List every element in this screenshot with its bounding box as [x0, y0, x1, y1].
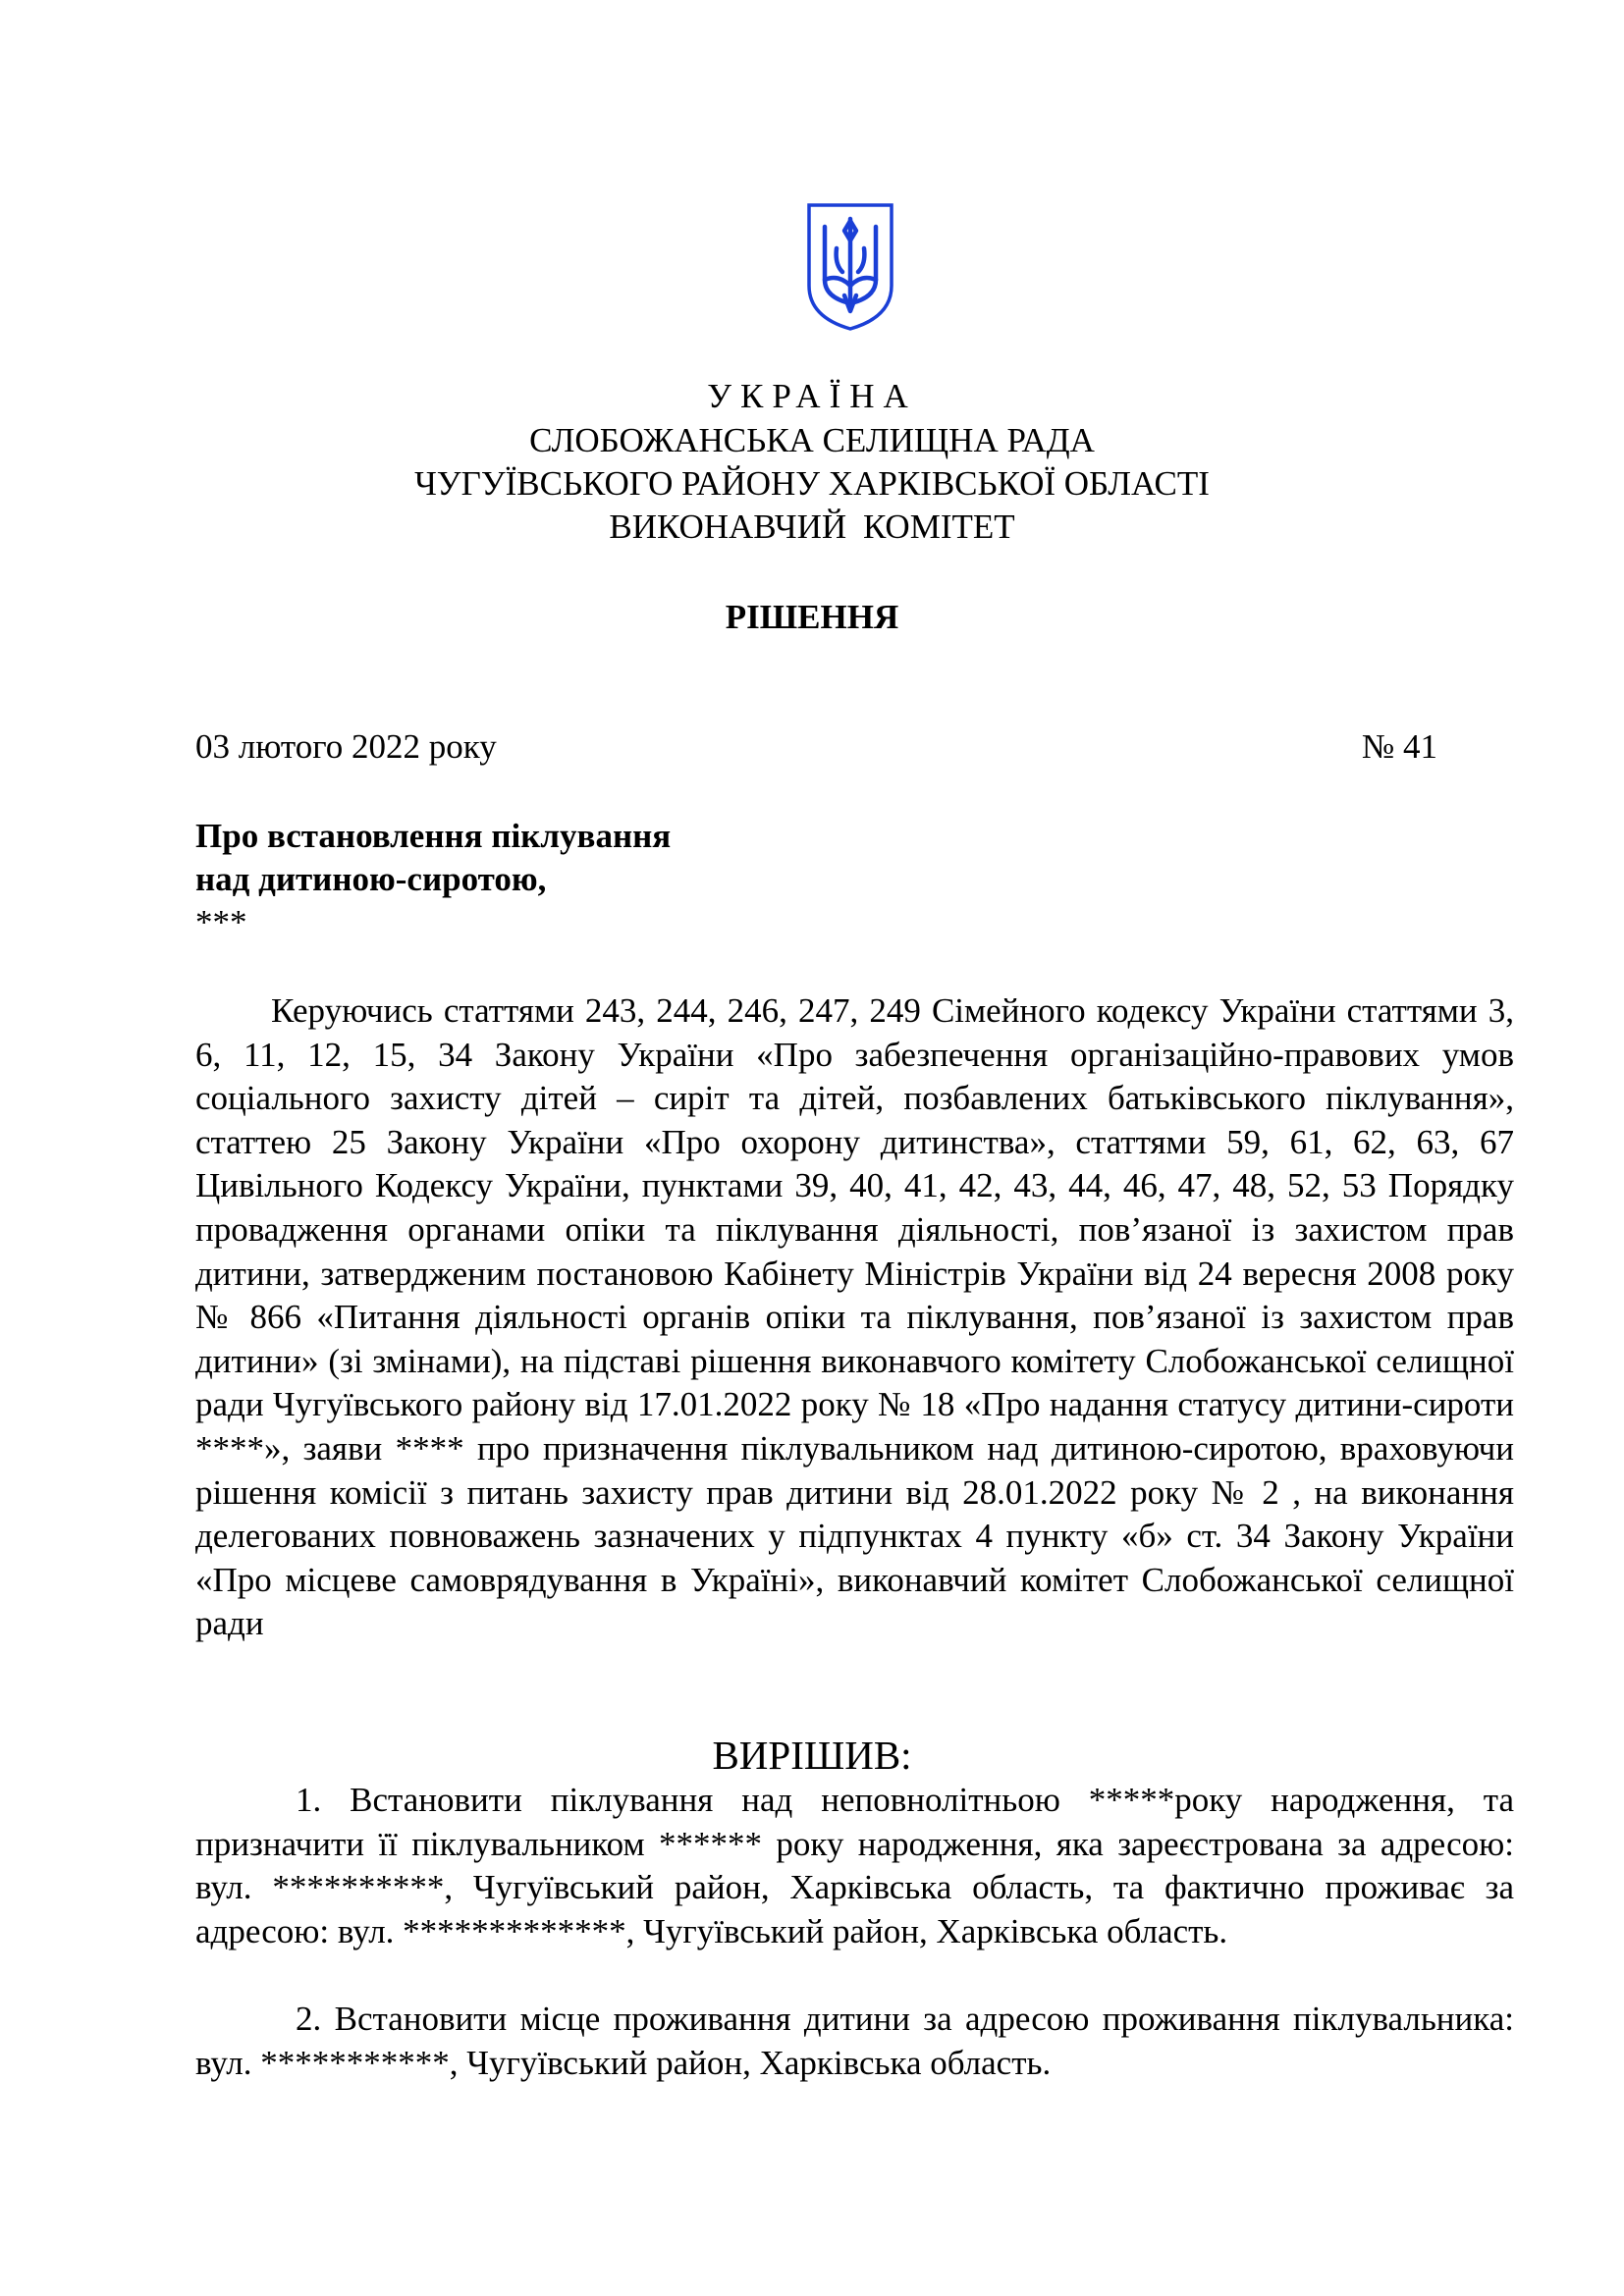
subject-line-1: Про встановлення піклування: [195, 817, 672, 855]
trident-emblem-icon: [805, 201, 895, 333]
subject-line-2: над дитиною-сиротою,: [195, 860, 547, 898]
decision-item-2: 2. Встановити місце проживання дитини за адресою проживання піклувальника: вул. ***********, Чугуївський район, Харківська область.: [195, 2000, 1514, 2082]
date-number-line: [195, 725, 1437, 769]
decision-item-1: 1. Встановити піклування над неповнолітньою *****року народження, та призначити її піклувальником ****** року народження, яка зареєстрована за адресою: вул. **********, Чугуївський район, Харківська область, та фактично проживає за адресою: вул. *************, Чугуївський район, Харківська область.: [195, 1781, 1514, 1950]
decision-number: № 41: [1361, 727, 1437, 766]
decided-heading: ВИРІШИВ:: [712, 1733, 912, 1778]
decision-subject: [195, 815, 671, 944]
committee-name: ВИКОНАВЧИЙ КОМІТЕТ: [609, 507, 1015, 546]
decision-date: 03 лютого 2022 року: [195, 727, 497, 766]
document-type-title: РІШЕННЯ: [725, 598, 899, 636]
country-name: УКРАЇНА: [707, 377, 917, 415]
preamble-paragraph: Керуючись статтями 243, 244, 246, 247, 249 Сімейного кодексу України статтями 3, 6, 11, 12, 15, 34 Закону України «Про забезпечення організаційно-правових умов соціального захисту дітей – сиріт та дітей, позбавлених батьківського піклування», статтею 25 Закону України «Про охорону дитинства», статтями 59, 61, 62, 63, 67 Цивільного Кодексу України, пунктами 39, 40, 41, 42, 43, 44, 46, 47, 48, 52, 53 Порядку провадження органами опіки та піклування діяльності, пов’язаної із захистом прав дитини, затвердженим постановою Кабінету Міністрів України від 24 вересня 2008 року № 866 «Питання діяльності органів опіки та піклування, пов’язаної із захистом прав дитини» (зі змінами), на підставі рішення виконавчого комітету Слобожанської селищної ради Чугуївського району від 17.01.2022 року № 18 «Про надання статусу дитини-сироти ****», заяви **** про призначення піклувальником над дитиною-сиротою, враховуючи рішення комісії з питань захисту прав дитини від 28.01.2022 року № 2 , на виконання делегованих повноважень зазначених у підпунктах 4 пункту «б» ст. 34 Закону України «Про місцеве самоврядування в Україні», виконавчий комітет Слобожанської селищної ради: [195, 991, 1514, 1643]
district-name: ЧУГУЇВСЬКОГО РАЙОНУ ХАРКІВСЬКОЇ ОБЛАСТІ: [414, 464, 1210, 503]
subject-masked-name: ***: [195, 903, 247, 941]
council-name: СЛОБОЖАНСЬКА СЕЛИЩНА РАДА: [529, 421, 1095, 459]
